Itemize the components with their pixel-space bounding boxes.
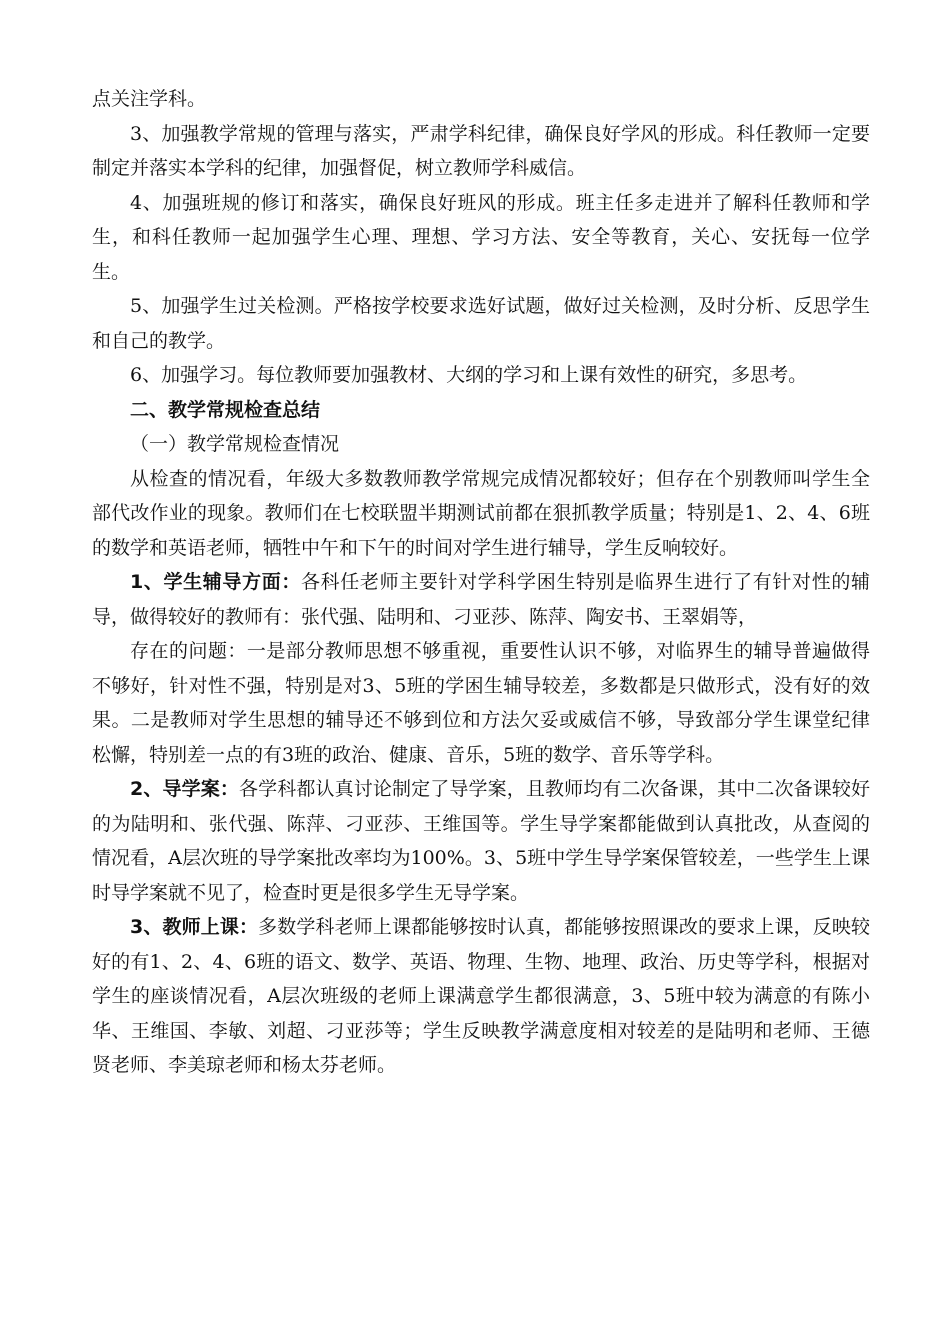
paragraph-inspection-overview: 从检查的情况看，年级大多数教师教学常规完成情况都较好；但存在个别教师叫学生全部代改作业的现象。教师们在七校联盟半期测试前都在狠抓教学质量；特别是1、2、4、6班的数学和英语老师，牺牲中午和下午的时间对学生进行辅导，学生反响较好。 xyxy=(92,467,870,559)
teaching-lead: 3、教师上课： xyxy=(130,916,259,938)
paragraph-item-5: 5、加强学生过关检测。严格按学校要求选好试题，做好过关检测，及时分析、反思学生和自己的教学。 xyxy=(92,295,870,352)
paragraph-guided-plan xyxy=(92,772,870,910)
paragraph-item-4: 4、加强班规的修订和落实，确保良好班风的形成。班主任多走进并了解科任教师和学生，和科任教师一起加强学生心理、理想、学习方法、安全等教育，关心、安抚每一位学生。 xyxy=(92,191,870,283)
guided-plan-text: 各学科都认真讨论制定了导学案，且教师均有二次备课，其中二次备课较好的为陆明和、张代强、陈萍、刁亚莎、王维国等。学生导学案都能做到认真批改，从查阅的情况看，A层次班的导学案批改率均为100%。3、5班中学生导学案保管较差，一些学生上课时导学案就不见了，检查时更是很多学生无导学案。 xyxy=(92,778,870,904)
paragraph-continuation: 点关注学科。 xyxy=(92,88,207,110)
paragraph-problems: 存在的问题：一是部分教师思想不够重视，重要性认识不够，对临界生的辅导普遍做得不够好，针对性不强，特别是对3、5班的学困生辅导较差，多数都是只做形式，没有好的效果。二是教师对学生思想的辅导还不够到位和方法欠妥或威信不够，导致部分学生课堂纪律松懈，特别差一点的有3班的政治、健康、音乐，5班的数学、音乐等学科。 xyxy=(92,640,870,766)
paragraph-teaching xyxy=(92,910,870,1083)
document-page xyxy=(92,82,870,1083)
subsection-heading-1: （一）教学常规检查情况 xyxy=(130,433,340,455)
paragraph-item-3: 3、加强教学常规的管理与落实，严肃学科纪律，确保良好学风的形成。科任教师一定要制定并落实本学科的纪律，加强督促，树立教师学科威信。 xyxy=(92,122,870,179)
paragraph-item-6: 6、加强学习。每位教师要加强教材、大纲的学习和上课有效性的研究，多思考。 xyxy=(130,364,808,386)
guided-plan-lead: 2、导学案： xyxy=(130,778,239,800)
paragraph-tutoring xyxy=(92,565,870,634)
teaching-text: 多数学科老师上课都能够按时认真，都能够按照课改的要求上课，反映较好的有1、2、4、6班的语文、数学、英语、物理、生物、地理、政治、历史等学科，根据对学生的座谈情况看，A层次班级的老师上课满意学生都很满意，3、5班中较为满意的有陈小华、王维国、李敏、刘超、刁亚莎等；学生反映教学满意度相对较差的是陆明和老师、王德贤老师、李美琼老师和杨太芬老师。 xyxy=(92,916,870,1076)
tutoring-text: 各科任老师主要针对学科学困生特别是临界生进行了有针对性的辅导，做得较好的教师有：张代强、陆明和、刁亚莎、陈萍、陶安书、王翠娟等， xyxy=(92,571,870,628)
section-heading-2: 二、教学常规检查总结 xyxy=(130,398,321,421)
tutoring-lead: 1、学生辅导方面： xyxy=(130,571,301,593)
